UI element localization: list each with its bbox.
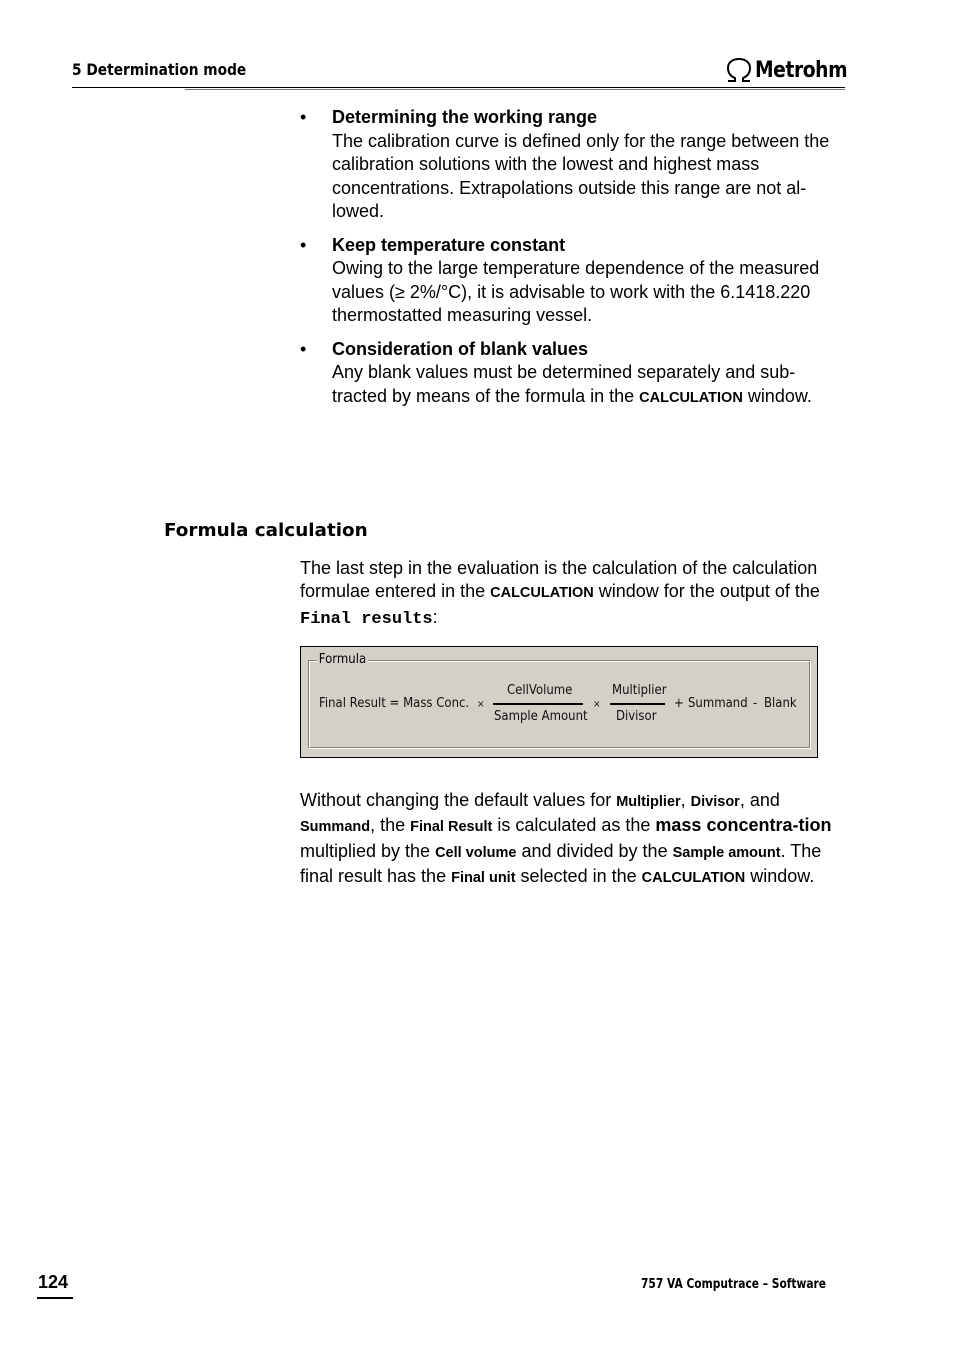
ui-term: Divisor (690, 794, 740, 810)
ui-term: CALCULATION (490, 585, 594, 602)
bold-term: mass concentra-tion (655, 815, 832, 836)
list-item (300, 338, 845, 411)
groupbox-label: Formula (318, 652, 367, 667)
list-item-text: Any blank values must be determined separately and sub-tracted by means of the formula in the CALCULATION window. (332, 362, 812, 406)
guideline-list (300, 106, 845, 420)
section-header: 5 Determination mode (72, 60, 247, 79)
explanation-paragraph: Without changing the default values for Multiplier, Divisor, and Summand, the Final Result is calculated as the mass concentra-tion multiplied by the Cell volume and divided by the Sample amount. The final result has the Final unit selected in the CALCULATION window. (300, 790, 832, 886)
list-item-text: Owing to the large temperature dependence of the measured values (≥ 2%/°C), it is advisable to work with the 6.1418.220 thermostatted measuring vessel. (332, 258, 820, 325)
bullet-icon: • (300, 107, 307, 127)
times-sign: × (593, 699, 601, 710)
plus-sign: + (674, 696, 684, 711)
omega-icon (725, 57, 753, 83)
ui-term: Cell volume (435, 844, 517, 861)
bullet-icon: • (300, 338, 307, 359)
ui-term: Final unit (451, 869, 516, 886)
header-rule (72, 87, 845, 88)
section-heading: Formula calculation (164, 520, 368, 541)
ui-term: CALCULATION (641, 869, 746, 886)
ui-term: Summand (300, 819, 371, 836)
fraction-bar (610, 703, 665, 705)
fraction-numerator: CellVolume (507, 683, 573, 698)
formula-blank: Blank (764, 696, 797, 711)
list-item-title: Determining the working range (332, 107, 598, 127)
code-term: Final results (300, 609, 433, 629)
header-rule-secondary (185, 89, 845, 90)
brand-name: Metrohm (755, 57, 848, 83)
formula-summand: Summand (688, 696, 748, 711)
ui-term: CALCULATION (639, 389, 743, 406)
page-number: 124 (38, 1272, 69, 1292)
ui-term: Multiplier (616, 794, 681, 810)
fraction-bar (493, 703, 583, 705)
bullet-icon: • (300, 234, 307, 255)
formula-window (300, 646, 818, 758)
ui-term: Final Result (410, 819, 493, 836)
list-item (300, 234, 845, 328)
page-number-rule (37, 1297, 73, 1299)
fraction-denominator: Divisor (616, 709, 657, 724)
footer-product-name: 757 VA Computrace – Software (641, 1277, 827, 1292)
list-item-text: The calibration curve is defined only for the range between the calibration solutions with the lowest and highest mass concentrations. Extrapolations outside this range are not al-lowed. (332, 130, 830, 221)
times-sign: × (477, 699, 485, 710)
brand-logo (725, 56, 863, 84)
intro-paragraph: The last step in the evaluation is the calculation of the calculation formulae entered in the CALCULATION window for the output of the Final results: (300, 558, 820, 629)
list-item-title: Consideration of blank values (332, 338, 589, 359)
minus-sign: - (753, 696, 758, 711)
ui-term: Sample amount (672, 844, 781, 861)
list-item-title: Keep temperature constant (332, 234, 566, 255)
fraction-numerator: Multiplier (612, 683, 667, 698)
fraction-denominator: Sample Amount (494, 709, 588, 724)
list-item (300, 106, 845, 224)
formula-lhs: Final Result = Mass Conc. (319, 696, 470, 711)
